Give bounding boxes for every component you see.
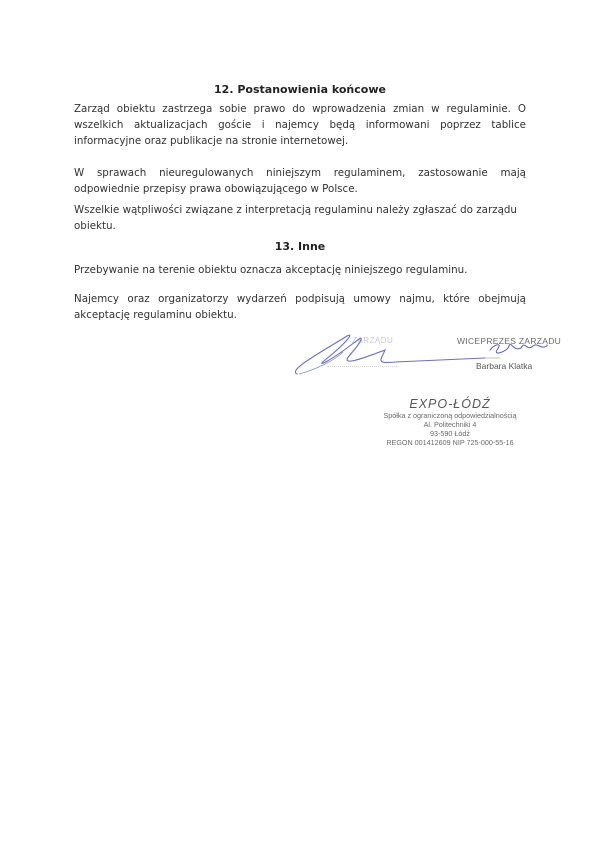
section-13-paragraph-2: Najemcy oraz organizatorzy wydarzeń podpisują umowy najmu, które obejmują akceptację regulaminu obiektu.	[74, 293, 526, 321]
right-stamp-name: Barbara Klatka	[476, 361, 533, 371]
left-stamp-title: ZARZĄDU	[352, 336, 394, 345]
section-heading-12: 12. Postanowienia końcowe	[214, 83, 386, 96]
section-12-paragraph-1: Zarząd obiektu zastrzega sobie prawo do wprowadzenia zmian w regulaminie. O wszelkich aktualizacjach goście i najemcy będą informowani poprzez tablice informacyjne oraz publikacje na stronie internetowej.	[74, 103, 526, 147]
company-stamp	[370, 397, 530, 447]
section-heading-13: 13. Inne	[274, 240, 326, 253]
section-12-paragraph-3: Wszelkie wątpliwości związane z interpretacją regulaminu należy zgłaszać do zarządu obiektu.	[74, 204, 517, 232]
company-legal-form: Spółka z ograniczoną odpowiedzialnością	[383, 411, 517, 420]
company-name: EXPO-ŁÓDŹ	[409, 397, 491, 411]
company-city: 93-590 Łódź	[430, 429, 470, 438]
right-stamp-title: WICEPREZES ZARZĄDU	[457, 336, 562, 346]
section-13-paragraph-1: Przebywanie na terenie obiektu oznacza akceptację niniejszego regulaminu.	[74, 264, 468, 276]
company-street: Al. Politechniki 4	[423, 420, 477, 429]
section-12-paragraph-2: W sprawach nieuregulowanych niniejszym regulaminem, zastosowanie mają odpowiednie przepisy prawa obowiązującego w Polsce.	[74, 167, 526, 195]
company-ids: REGON 001412609 NIP 725-000-55-16	[386, 438, 514, 447]
